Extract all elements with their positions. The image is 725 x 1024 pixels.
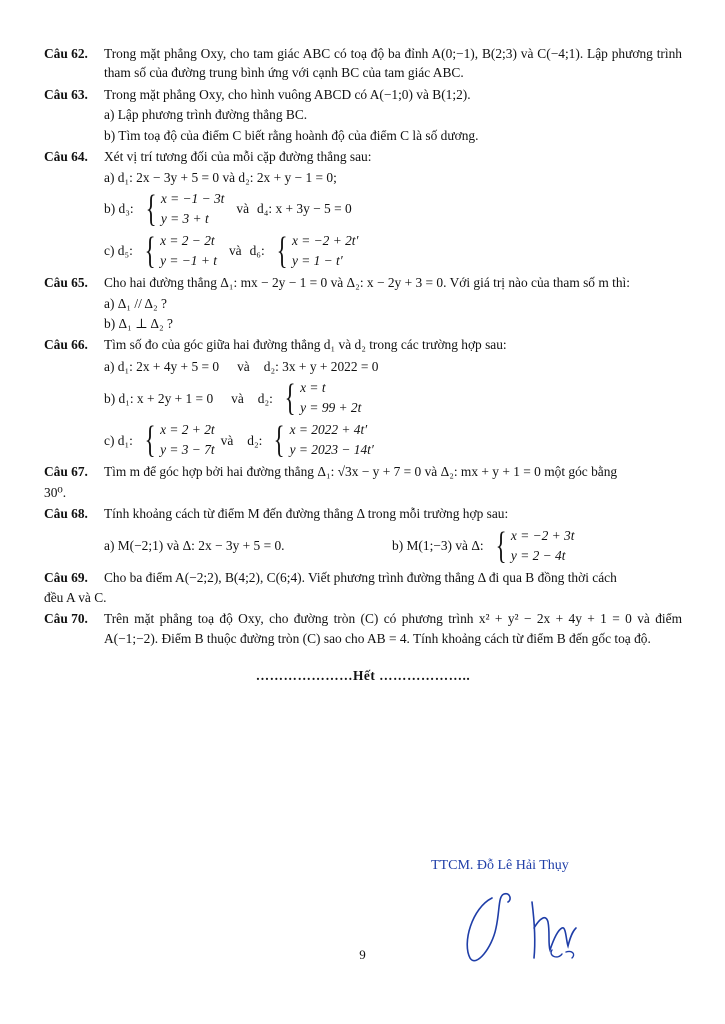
system-line: y = 3 + t <box>160 211 209 227</box>
question-part <box>104 526 682 566</box>
question-65 <box>44 273 682 333</box>
question-66 <box>44 335 682 460</box>
equation-system <box>270 420 373 460</box>
exercise-page <box>44 44 682 686</box>
part-prefix: d₆: <box>249 243 265 259</box>
brace-icon: { <box>276 230 288 273</box>
question-70 <box>44 609 682 648</box>
question-label: Câu 68. <box>44 506 88 522</box>
question-text-continuation: đều A và C. <box>44 590 107 605</box>
part-prefix: c) d₅: <box>104 243 133 259</box>
brace-icon: { <box>144 230 156 273</box>
equation-system <box>492 526 575 566</box>
question-label: Câu 69. <box>44 569 88 585</box>
question-label: Câu 67. <box>44 464 88 480</box>
equation-system <box>142 189 225 229</box>
question-label: Câu 62. <box>44 46 88 61</box>
equation: b) d₁: x + 2y + 1 = 0 <box>104 390 214 406</box>
question-part: b) Δ₁ ⊥ Δ₂ ? <box>104 315 173 331</box>
question-part: b) Tìm toạ độ của điểm C biết rằng hoành độ của điểm C là số dương. <box>104 127 479 143</box>
question-63 <box>44 85 682 145</box>
brace-icon: { <box>144 419 156 462</box>
brace-icon: { <box>495 524 507 567</box>
question-label: Câu 66. <box>44 337 88 353</box>
question-label: Câu 70. <box>44 611 88 627</box>
page-number: 9 <box>359 947 366 962</box>
equation: d₄: x + 3y − 5 = 0 <box>257 201 352 217</box>
question-text: Tính khoảng cách từ điểm M đến đường thẳng Δ trong mỗi trường hợp sau: <box>104 506 509 522</box>
system-line: y = 2 − 4t <box>510 547 566 563</box>
question-part: a) d₁: 2x − 3y + 5 = 0 và d₂: 2x + y − 1 = 0; <box>104 169 337 185</box>
system-line: x = 2 − 2t <box>160 233 215 249</box>
system-line: x = −1 − 3t <box>160 191 225 207</box>
brace-icon: { <box>145 188 157 231</box>
system-line: y = 1 − t′ <box>291 253 343 269</box>
brace-icon: { <box>274 419 285 462</box>
system-line: x = −2 + 3t <box>510 527 575 543</box>
system-line: x = −2 + 2t′ <box>291 233 359 249</box>
equation-system <box>141 231 217 271</box>
system-line: y = 3 − 7t <box>160 442 215 458</box>
part-prefix: b) d₃: <box>104 201 134 217</box>
part-prefix: b) M(1;−3) và Δ: <box>392 537 484 553</box>
question-69 <box>44 568 682 587</box>
conjunction: và <box>236 201 250 217</box>
equation-system <box>281 378 361 418</box>
part-prefix: d₂: <box>257 390 273 406</box>
question-62 <box>44 44 682 83</box>
question-64 <box>44 147 682 271</box>
question-text: Cho hai đường thẳng Δ₁: mx − 2y − 1 = 0 và Δ₂: x − 2y + 3 = 0. Với giá trị nào của tham số m thì: <box>104 275 630 291</box>
question-part <box>104 420 682 460</box>
question-part: a) Δ₁ // Δ₂ ? <box>104 295 167 311</box>
system-line: x = 2 + 2t <box>160 422 215 438</box>
equation: a) d₁: 2x + 4y + 5 = 0 <box>104 358 220 374</box>
conjunction: và <box>220 432 234 448</box>
conjunction: và <box>228 243 242 259</box>
system-line: y = 99 + 2t <box>300 400 362 416</box>
question-67 <box>44 462 682 481</box>
question-part <box>104 357 682 376</box>
conjunction: và <box>237 358 250 374</box>
question-label: Câu 63. <box>44 86 88 102</box>
question-68 <box>44 504 682 565</box>
question-text: Xét vị trí tương đối của mỗi cặp đường thẳng sau: <box>104 149 372 165</box>
equation: a) M(−2;1) và Δ: 2x − 3y + 5 = 0. <box>104 537 285 553</box>
part-prefix: c) d₁: <box>104 432 133 448</box>
question-text: Tìm m để góc hợp bởi hai đường thẳng Δ₁: √3x − y + 7 = 0 và Δ₂: mx + y + 1 = 0 một góc bằng <box>104 464 618 480</box>
question-text: Trên mặt phẳng toạ độ Oxy, cho đường tròn (C) có phương trình x² + y² − 2x + 4y + 1 = 0 và điểm A(−1;−2). Điểm B thuộc đường tròn (C) sao cho AB = 4. Tính khoảng cách từ điểm B đến gốc toạ độ. <box>104 611 682 646</box>
question-label: Câu 64. <box>44 149 88 165</box>
system-line: y = −1 + t <box>160 253 217 269</box>
question-text-continuation: 30⁰. <box>44 484 67 500</box>
equation-system <box>273 231 359 271</box>
brace-icon: { <box>284 377 296 420</box>
equation: d₂: 3x + y + 2022 = 0 <box>263 358 379 374</box>
end-marker: …………………Hết ……………….. <box>255 668 471 684</box>
question-text: Tìm số đo của góc giữa hai đường thẳng d₁ và d₂ trong các trường hợp sau: <box>104 337 507 353</box>
question-part <box>104 378 682 418</box>
equation-system <box>141 420 215 460</box>
system-line: x = t <box>300 380 326 396</box>
question-part <box>104 189 682 229</box>
question-text: Trong mặt phẳng Oxy, cho tam giác ABC có toạ độ ba đỉnh A(0;−1), B(2;3) và C(−4;1). Lập phương trình tham số của đường trung bình ứng với cạnh BC của tam giác ABC. <box>104 46 682 81</box>
question-text: Trong mặt phẳng Oxy, cho hình vuông ABCD có A(−1;0) và B(1;2). <box>104 86 471 102</box>
author-signature-line: TTCM. Đỗ Lê Hải Thụy <box>431 858 569 873</box>
system-line: x = 2022 + 4t′ <box>289 422 368 438</box>
conjunction: và <box>231 390 244 406</box>
question-part <box>104 231 682 271</box>
question-text: Cho ba điểm A(−2;2), B(4;2), C(6;4). Viết phương trình đường thẳng Δ đi qua B đồng thời cách <box>104 569 617 585</box>
question-label: Câu 65. <box>44 275 88 291</box>
part-prefix: d₂: <box>247 432 263 448</box>
question-part: a) Lập phương trình đường thẳng BC. <box>104 107 308 123</box>
system-line: y = 2023 − 14t′ <box>289 442 374 458</box>
